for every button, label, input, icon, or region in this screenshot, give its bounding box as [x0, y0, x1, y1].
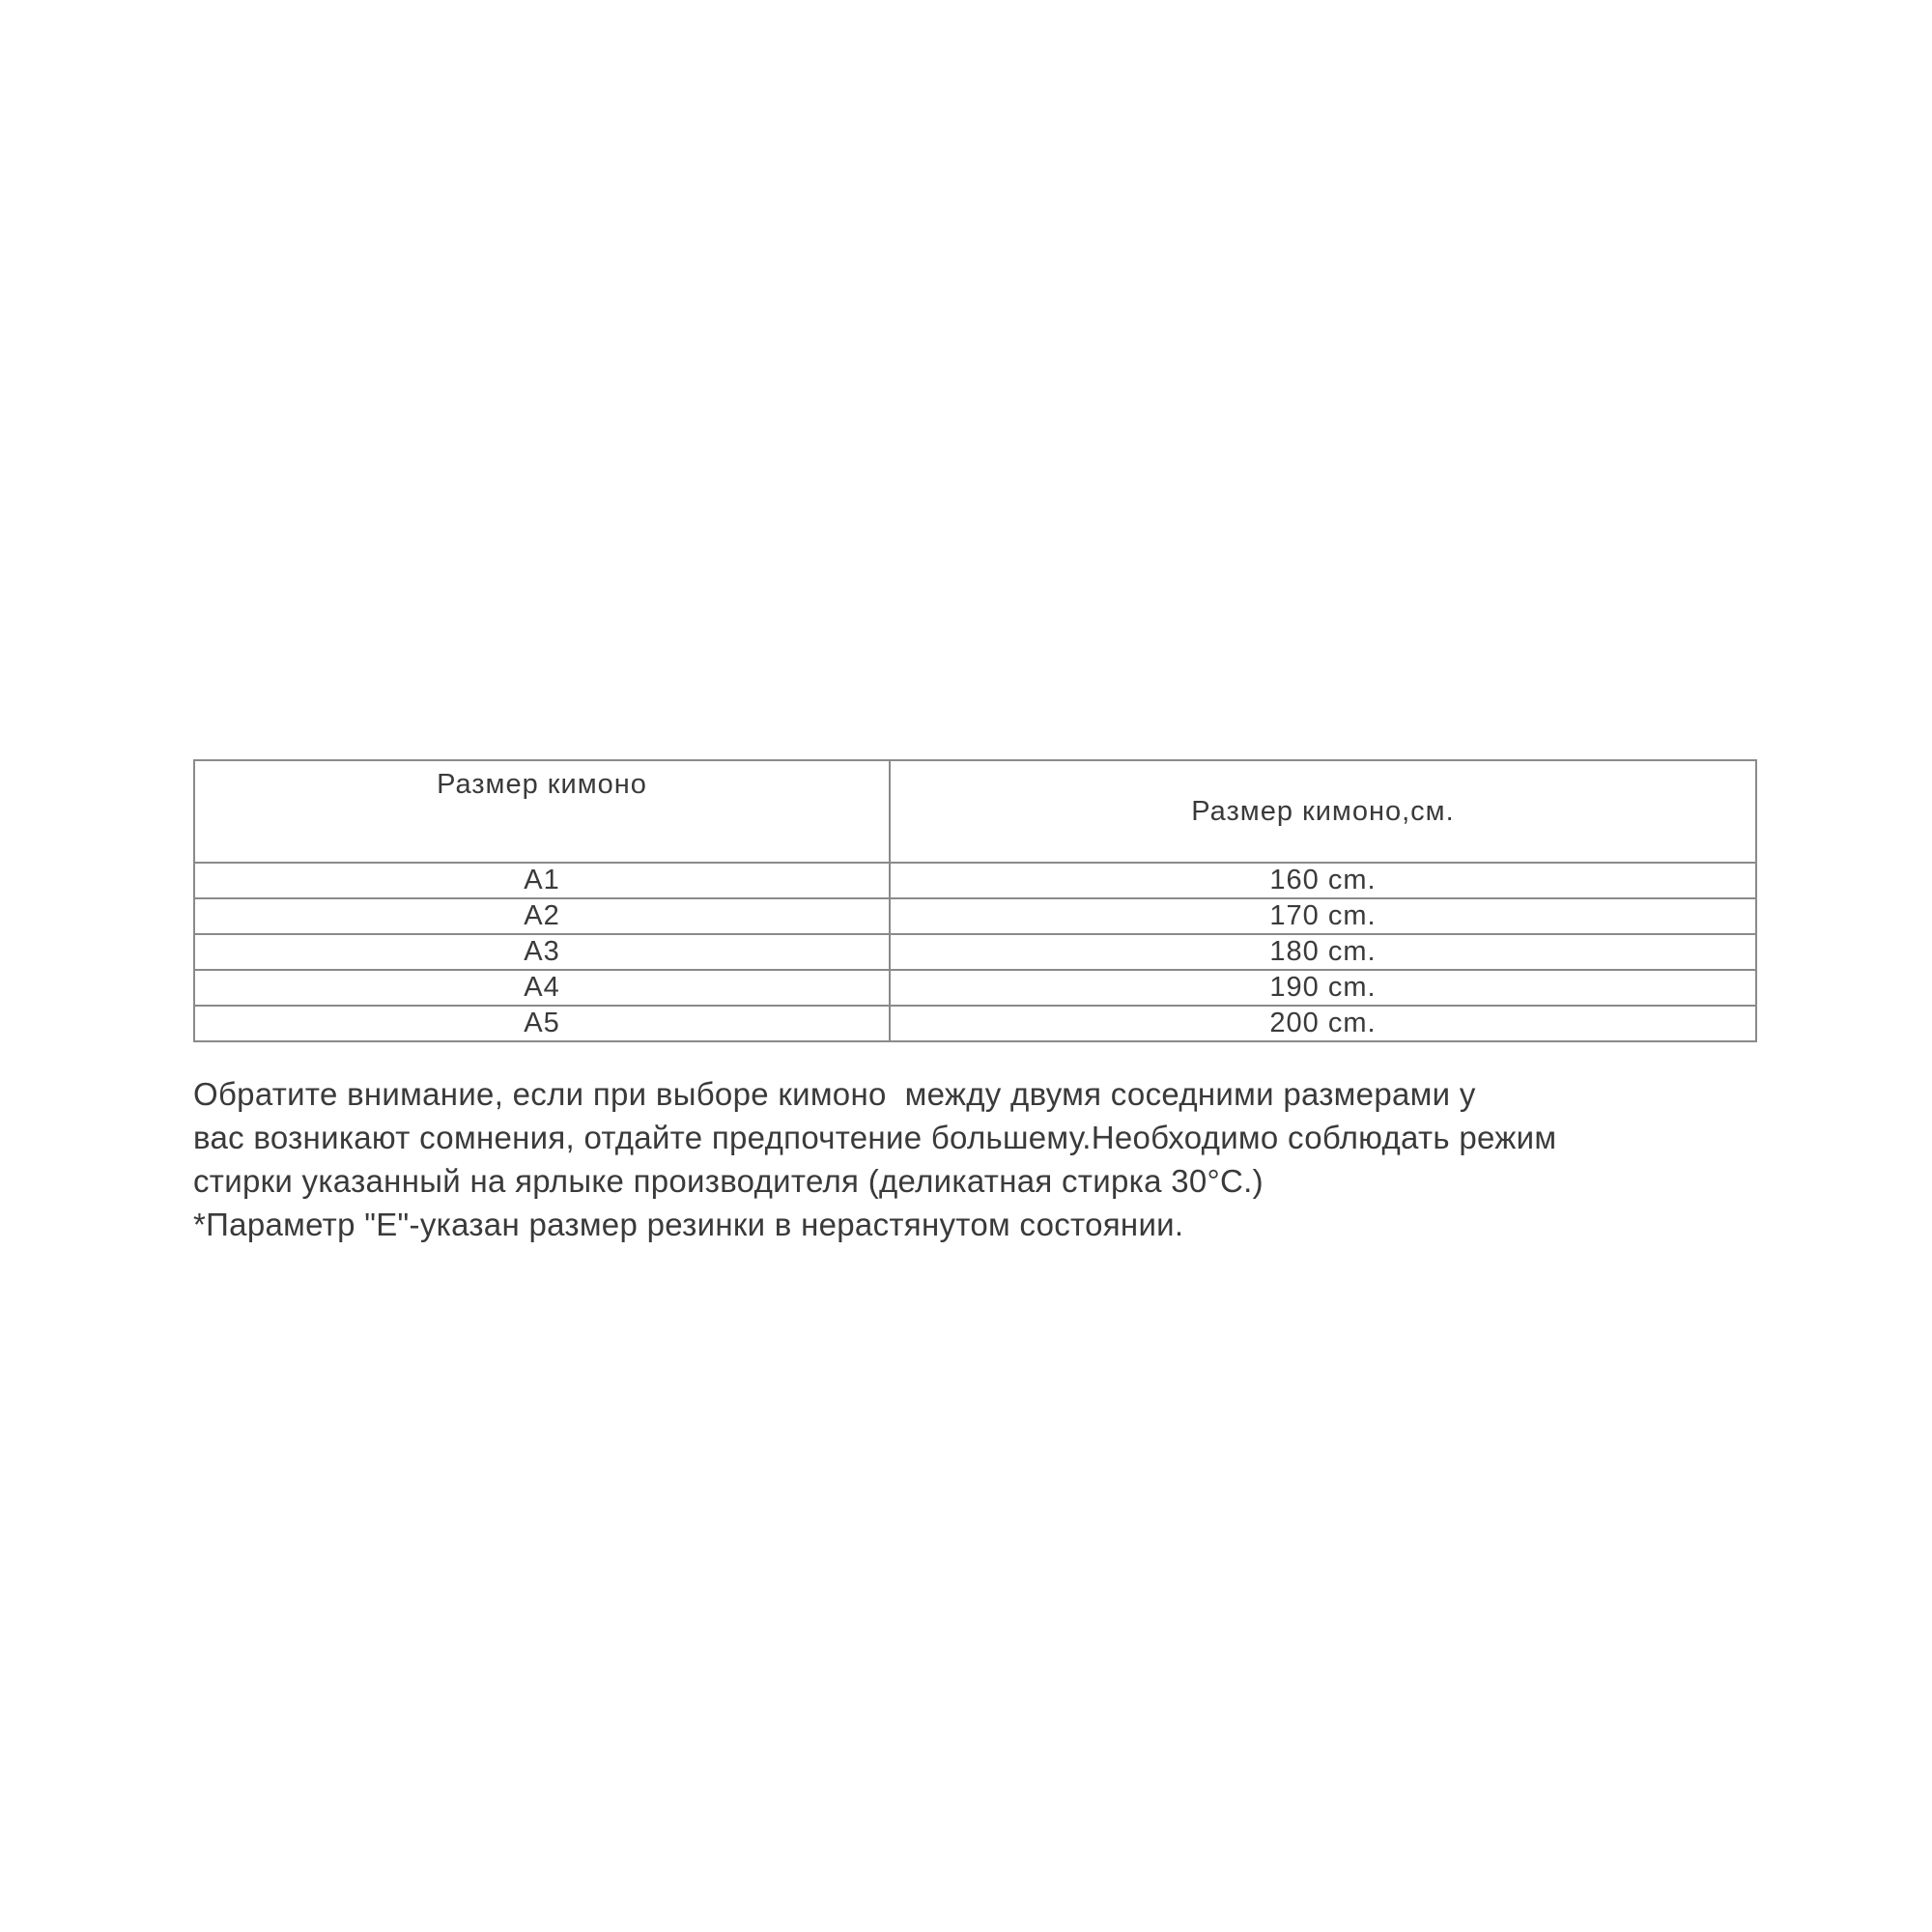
- note-line: Обратите внимание, если при выборе кимоно между двумя соседними размерами у: [193, 1076, 1476, 1112]
- table-row: [194, 898, 1756, 934]
- height-cell: 190 cm.: [890, 970, 1756, 1006]
- height-cell: 180 cm.: [890, 934, 1756, 970]
- table-row: [194, 1006, 1756, 1041]
- column-header-size-cm: Размер кимоно,см.: [890, 760, 1756, 863]
- size-cell: А5: [194, 1006, 890, 1041]
- size-note: [193, 1072, 1758, 1246]
- size-cell: А4: [194, 970, 890, 1006]
- note-line: стирки указанный на ярлыке производителя (деликатная стирка 30°С.): [193, 1163, 1264, 1199]
- height-cell: 200 cm.: [890, 1006, 1756, 1041]
- table-header-row: [194, 760, 1756, 863]
- size-table: [193, 759, 1757, 1042]
- size-cell: А2: [194, 898, 890, 934]
- height-cell: 160 cm.: [890, 863, 1756, 898]
- note-line: вас возникают сомнения, отдайте предпочтение большему.Необходимо соблюдать режим: [193, 1120, 1557, 1155]
- note-line: *Параметр "Е"-указан размер резинки в нерастянутом состоянии.: [193, 1207, 1184, 1242]
- table-row: [194, 863, 1756, 898]
- table-row: [194, 970, 1756, 1006]
- height-cell: 170 cm.: [890, 898, 1756, 934]
- table-row: [194, 934, 1756, 970]
- column-header-size: Размер кимоно: [194, 760, 890, 863]
- size-cell: А1: [194, 863, 890, 898]
- size-cell: А3: [194, 934, 890, 970]
